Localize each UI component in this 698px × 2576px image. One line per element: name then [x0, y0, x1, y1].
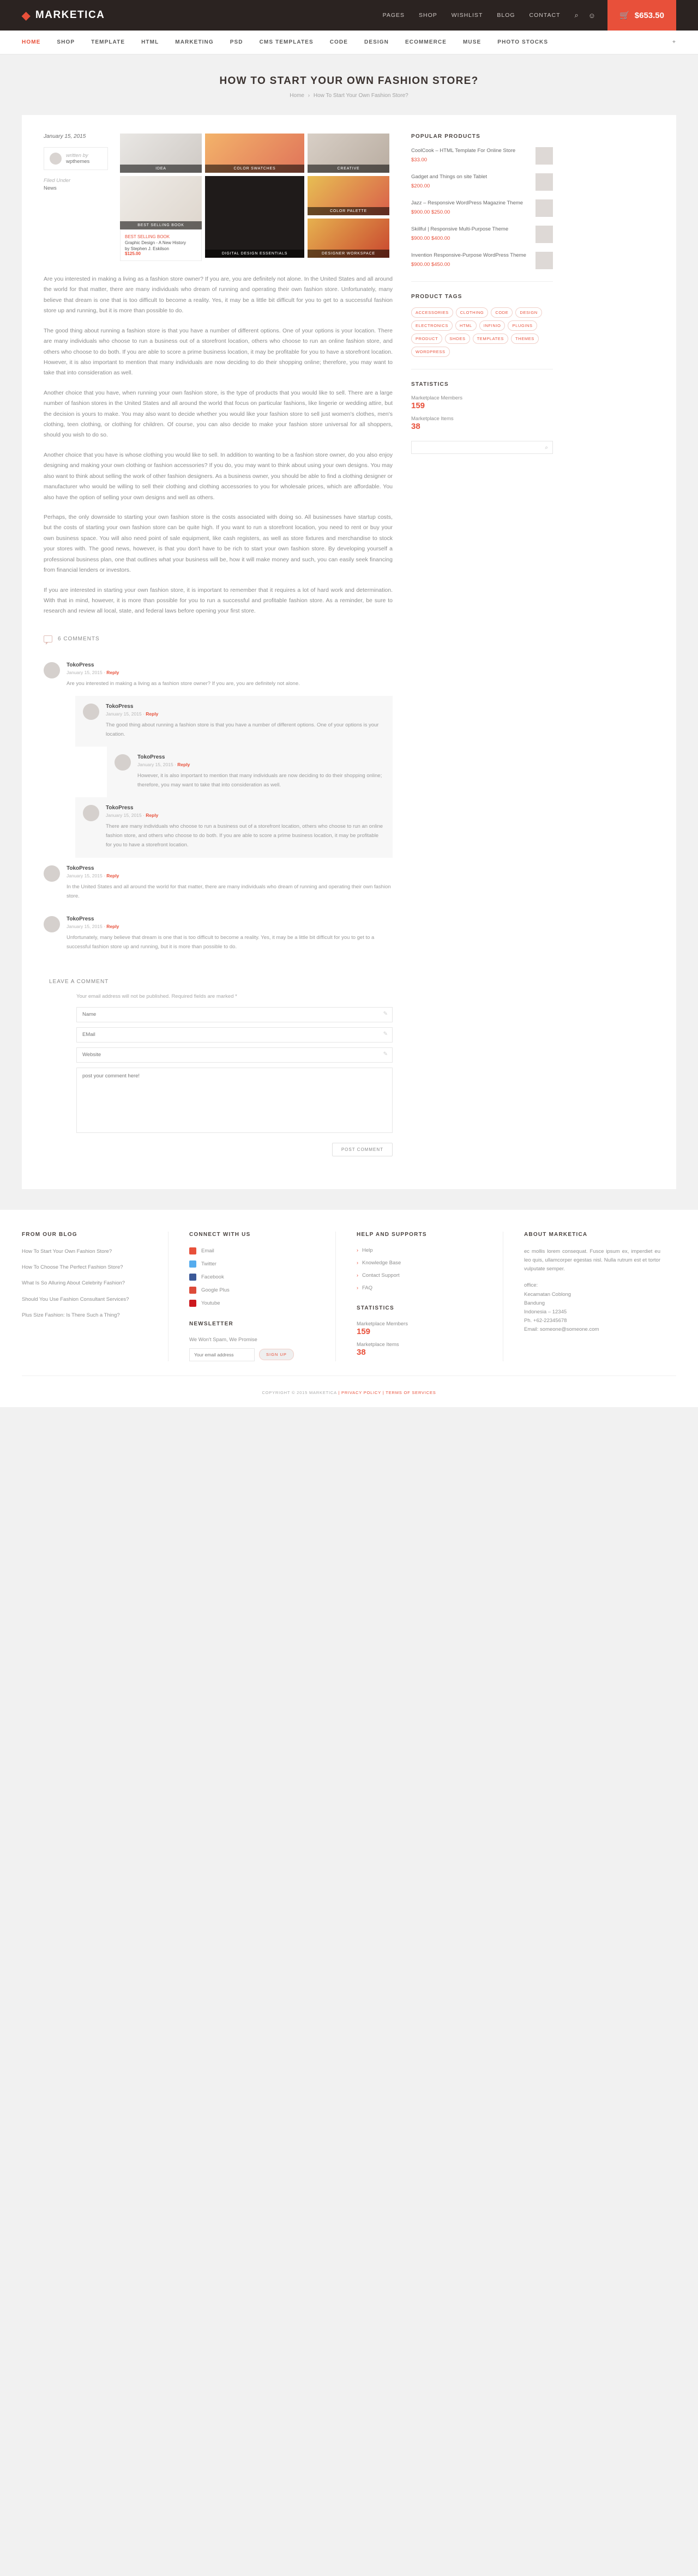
leave-comment-heading — [44, 979, 393, 985]
footer-help-column — [357, 1232, 482, 1361]
product-card-price: $125.00 — [125, 251, 141, 256]
breadcrumb-home[interactable]: Home — [290, 93, 304, 99]
comment-text: In the United States and all around the world for that matter, there are many individuals who dream of running and operating their own fashion store. — [67, 883, 391, 899]
comment-date: January 15, 2015 — [106, 813, 142, 819]
comment-bubble-icon — [44, 635, 52, 643]
search-input[interactable] — [416, 444, 545, 451]
gallery-caption: CREATIVE — [308, 165, 389, 173]
tag-cloud — [411, 307, 553, 357]
comment-date: January 15, 2015 — [137, 762, 173, 768]
help-label: Knowledge Base — [362, 1259, 401, 1266]
page-header — [0, 54, 698, 115]
footer-blog-column — [22, 1232, 147, 1361]
tag-item[interactable]: PLUGINS — [508, 320, 537, 331]
nav-item-ecommerce[interactable]: ECOMMERCE — [405, 39, 447, 45]
address-line: Kecamatan Coblong — [524, 1291, 571, 1298]
comments-heading — [44, 635, 393, 643]
comment-reply-link[interactable]: Reply — [106, 669, 119, 675]
post-paragraph: The good thing about running a fashion store is that you have a number of different options. One of your options is your location. There are many individuals who choose to run a business out of a storefront location, others who choose to run an online fashion store, and others who choose to do both. If you are able to score a prime business location, it may be profitable for you to have a storefront location. However, it is also important to mention that many individuals are now deciding to do their shopping online; therefore, you may want to take that into consideration as well. — [44, 327, 393, 377]
gallery-image-digital[interactable] — [205, 176, 304, 258]
nav-item-marketing[interactable]: MARKETING — [175, 39, 214, 45]
top-link-pages[interactable]: PAGES — [382, 12, 405, 19]
leave-comment-label: LEAVE A COMMENT — [49, 978, 109, 985]
tag-item[interactable]: PRODUCT — [411, 334, 442, 344]
social-link-twitter[interactable] — [189, 1260, 315, 1268]
comment-author[interactable]: TokoPress — [106, 703, 134, 710]
nav-item-muse[interactable]: MUSE — [463, 39, 482, 45]
footer-blog-link[interactable]: How To Choose The Perfect Fashion Store? — [22, 1264, 123, 1271]
nav-item-psd[interactable]: PSD — [230, 39, 243, 45]
comment-item: TokoPress January 15, 2015 · Reply Are you interested in making a living as a fashion store owner? If you are, you are definitely not alone. — [44, 654, 393, 696]
top-bar — [0, 0, 698, 31]
search-icon[interactable]: ⌕ — [574, 11, 579, 19]
tag-item[interactable]: DESIGN — [515, 307, 541, 318]
footer-newsletter-heading: NEWSLETTER — [189, 1320, 233, 1327]
sidebar-product-item[interactable] — [411, 147, 553, 165]
stat-value: 159 — [357, 1326, 371, 1336]
nav-more-button[interactable]: + — [672, 39, 676, 45]
tag-item[interactable]: HTML — [455, 320, 477, 331]
footer-connect-heading: CONNECT WITH US — [189, 1231, 251, 1238]
footer-blog-heading: FROM OUR BLOG — [22, 1231, 77, 1238]
tag-item[interactable]: INFINIO — [479, 320, 506, 331]
google-plus-icon — [189, 1287, 196, 1294]
stat-value: 38 — [357, 1347, 366, 1357]
comment-text: The good thing about running a fashion store is that you have a number of different options. One of your options is your location. — [106, 722, 379, 737]
post-column — [44, 134, 393, 1156]
top-link-contact[interactable]: CONTACT — [529, 12, 561, 19]
comment-author[interactable]: TokoPress — [67, 662, 94, 668]
bullet-icon: › — [357, 1247, 358, 1253]
sidebar-product-item[interactable] — [411, 226, 553, 243]
comments-count: 6 COMMENTS — [58, 635, 100, 642]
stat-value: 38 — [411, 422, 420, 431]
social-link-youtube[interactable] — [189, 1300, 315, 1307]
footer-blog-link[interactable]: Should You Use Fashion Consultant Services? — [22, 1296, 129, 1302]
footer-help-link[interactable] — [357, 1285, 482, 1291]
comment-email-input[interactable] — [76, 1027, 393, 1042]
about-text: ec mollis lorem consequat. Fusce ipsum ex, imperdiet eu leo quis, ullamcorper egestas nisl. Nulla rutrum est et tortor vulputate semper. — [524, 1248, 660, 1272]
post-author[interactable]: wpthemes — [66, 159, 90, 165]
sidebar-product-item[interactable] — [411, 199, 553, 217]
product-card — [120, 229, 202, 261]
address-line: Email: someone@someone.com — [524, 1326, 599, 1333]
logo-mark-icon: ◆ — [22, 9, 31, 22]
product-card-author: by Stephen J. Eskilson — [125, 246, 169, 251]
nav-item-shop[interactable]: SHOP — [57, 39, 75, 45]
main-navigation — [0, 31, 698, 54]
gallery-caption: IDEA — [120, 165, 202, 173]
tag-item[interactable]: WORDPRESS — [411, 347, 450, 357]
comment-item: TokoPress January 15, 2015 · Reply There are many individuals who choose to run a business out of a storefront location, others who choose to run an online fashion store, and others who choose to do both. If you are able to score a prime business location, it may be profitable for you to have a storefront location. — [75, 797, 393, 857]
comment-date: January 15, 2015 — [106, 711, 142, 717]
stat-label: Marketplace Members — [357, 1320, 408, 1327]
product-title: Jazz – Responsive WordPress Magazine Theme — [411, 200, 524, 206]
comment-reply-link[interactable]: Reply — [177, 762, 190, 768]
nav-item-html[interactable]: HTML — [141, 39, 159, 45]
pencil-icon: ✎ — [383, 1010, 388, 1017]
product-price: $900.00 $400.00 — [411, 235, 450, 241]
post-author-box — [44, 147, 108, 170]
comment-item: TokoPress January 15, 2015 · Reply The good thing about running a fashion store is that you have a number of different options. One of your options is your location. — [75, 696, 393, 747]
social-label: Email — [201, 1247, 214, 1254]
social-link-google-plus[interactable] — [189, 1287, 315, 1294]
nav-item-cms-templates[interactable]: CMS TEMPLATES — [259, 39, 314, 45]
post-paragraph: Perhaps, the only downside to starting your own fashion store is the costs associated with doing so. All businesses have startup costs, but the costs of starting your own fashion store can be quite high. If you want to run a storefront location, you need to rent or buy your own business space. You will also need point of sale equipment, like cash registers, as well as store fixtures and merchandise to stock your stores with. The good news, however, is that you don't have to be rich to start your own fashion store. By developing yourself a professional business plan, one that outlines what your business will be, how it will make money and such, you can easily seek financing from financial lenders or investors. — [44, 514, 393, 574]
product-title: CoolCook – HTML Template For Online Store — [411, 148, 516, 154]
post-paragraph: Another choice that you have is whose clothing you would like to sell. In addition to wanting to be a fashion store owner, do you also enjoy designing and making your own clothing or fashion accessories? If you do, you may want to think about using your own designs. You may also want to think about selling the work of other fashion designers. As a business owner, you should be able to find a clothing designer or manufacturer who would be willing to sell their clothing and clothing accessories to you for wholesale prices, which are affordable. You also have the option of selling your own designs and well as others. — [44, 451, 393, 501]
product-thumbnail — [535, 173, 553, 191]
gallery-image-workspace[interactable] — [308, 219, 389, 258]
nav-item-design[interactable]: DESIGN — [364, 39, 389, 45]
product-price: $200.00 — [411, 183, 430, 189]
nav-item-template[interactable]: TEMPLATE — [91, 39, 125, 45]
tag-item[interactable]: SHOES — [445, 334, 470, 344]
avatar — [44, 916, 60, 932]
product-title: Skillful | Responsive Multi-Purpose Theme — [411, 226, 509, 232]
tag-item[interactable]: ACCESSORIES — [411, 307, 453, 318]
avatar — [50, 153, 62, 165]
site-logo[interactable] — [22, 9, 105, 22]
comment-text: There are many individuals who choose to run a business out of a storefront location, others who choose to run an online fashion store, and others who choose to do both. If you are able to score a prime business location, it may be profitable for you to have a storefront location. — [106, 823, 383, 848]
top-icon-group — [575, 11, 596, 20]
divider — [335, 1232, 336, 1361]
product-thumbnail — [535, 252, 553, 269]
gallery-caption: COLOR SWATCHES — [205, 165, 304, 173]
gallery-image-creative[interactable] — [308, 134, 389, 173]
sidebar-product-item[interactable] — [411, 173, 553, 191]
post-paragraph: Are you interested in making a living as a fashion store owner? If you are, you are definitely not alone. In the United States and all around the world for that matter, there are many individuals who dream of running and operating their own fashion store. Unfortunately, many believe that dream is one that is too difficult to become a reality. Yes, it may be a little bit difficult for you to get to a successful fashion store up and running, but it is more than possible to do. — [44, 276, 393, 314]
social-link-email[interactable] — [189, 1247, 315, 1254]
top-link-blog[interactable]: BLOG — [497, 12, 515, 19]
comment-reply-link[interactable]: Reply — [106, 872, 119, 878]
avatar — [115, 754, 131, 771]
address-line: Ph. +62-22345678 — [524, 1317, 567, 1324]
comment-message-input[interactable] — [76, 1068, 393, 1133]
bullet-icon: › — [357, 1260, 358, 1266]
sidebar-popular-heading: POPULAR PRODUCTS — [411, 134, 480, 140]
footer-help-heading: HELP AND SUPPORTS — [357, 1231, 427, 1238]
comment-date: January 15, 2015 — [67, 923, 103, 929]
user-icon[interactable]: ☺ — [588, 11, 596, 20]
search-icon[interactable]: ⌕ — [545, 444, 548, 451]
stat-label: Marketplace Items — [411, 416, 454, 422]
breadcrumb-current: How To Start Your Own Fashion Store? — [313, 93, 408, 99]
tag-item[interactable]: THEMES — [511, 334, 539, 344]
page-title: HOW TO START YOUR OWN FASHION STORE? — [219, 75, 479, 87]
footer-stats-heading: STATISTICS — [357, 1305, 394, 1311]
logo-text: MARKETICA — [35, 9, 105, 21]
post-meta — [44, 134, 108, 261]
product-card-kicker: BEST SELLING BOOK — [125, 234, 170, 239]
product-price: $900.00 $450.00 — [411, 261, 450, 268]
footer-help-link[interactable] — [357, 1247, 482, 1253]
sidebar-search[interactable] — [411, 441, 553, 454]
help-label: Help — [362, 1247, 373, 1253]
post-paragraph: Another choice that you have, when running your own fashion store, is the type of products that you would like to sell. There are a large number of fashion stores in the United States and all around the world that focus on particular fashions, like lingerie or wedding attire, but the decision is yours to make. You may also want to decide whether you would like your fashion store to sell just women's clothes, men's clothing, teen clothing, or clothing for children. Of course, you can also decide to make your fashion store universal for all shoppers, should you wish to do so. — [44, 389, 393, 439]
copyright-bar: COPYRIGHT © 2015 MARKETICA | PRIVACY POLICY | TERMS OF SERVICES — [22, 1375, 676, 1407]
sidebar-stats-heading: STATISTICS — [411, 381, 449, 387]
comment-author[interactable]: TokoPress — [67, 916, 94, 922]
address-line: Indonesia – 12345 — [524, 1308, 567, 1315]
tag-item[interactable]: CODE — [491, 307, 513, 318]
product-price: $33.00 — [411, 156, 428, 163]
breadcrumb-separator: › — [308, 93, 310, 99]
comment-text: However, it is also important to mention that many individuals are now deciding to do their shopping online; therefore, you may want to take that into consideration as well. — [137, 773, 382, 789]
post-date: January 15, 2015 — [44, 134, 86, 140]
footer-blog-link[interactable]: How To Start Your Own Fashion Store? — [22, 1248, 112, 1254]
breadcrumb — [0, 93, 698, 99]
comment-author[interactable]: TokoPress — [67, 865, 94, 871]
pencil-icon: ✎ — [383, 1051, 388, 1057]
sidebar-tags-heading: PRODUCT TAGS — [411, 294, 462, 300]
product-title: Gadget and Things on site Tablet — [411, 174, 488, 180]
gallery-product-card[interactable] — [120, 176, 202, 261]
nav-item-photo-stocks[interactable]: PHOTO STOCKS — [497, 39, 549, 45]
newsletter-note: We Won't Spam, We Promise — [189, 1336, 257, 1343]
privacy-policy-link[interactable]: PRIVACY POLICY — [341, 1390, 381, 1395]
comment-reply-link[interactable]: Reply — [146, 711, 159, 717]
product-card-title: Graphic Design - A New History — [125, 240, 186, 245]
social-label: Facebook — [201, 1274, 224, 1280]
help-label: FAQ — [362, 1284, 373, 1291]
help-label: Contact Support — [362, 1272, 400, 1278]
social-label: Twitter — [201, 1260, 216, 1267]
filed-under-label: Filed Under — [44, 178, 71, 184]
gallery-image-palette[interactable] — [308, 176, 389, 215]
gallery-image-idea[interactable] — [120, 134, 202, 173]
bullet-icon: › — [357, 1272, 358, 1278]
twitter-icon — [189, 1260, 196, 1268]
tag-item[interactable]: ELECTRONICS — [411, 320, 453, 331]
tag-item[interactable]: TEMPLATES — [473, 334, 508, 344]
footer-blog-link[interactable]: What Is So Alluring About Celebrity Fashion? — [22, 1280, 125, 1287]
nav-item-home[interactable]: HOME — [22, 39, 41, 45]
stat-value: 159 — [411, 401, 425, 410]
comment-author[interactable]: TokoPress — [137, 754, 165, 761]
gallery-image-book — [120, 176, 202, 229]
comment-form-note: Your email address will not be published. Required fields are marked * — [76, 993, 237, 999]
written-by-label: written by — [66, 153, 88, 159]
gallery-image-swatch[interactable] — [205, 134, 304, 173]
gallery-caption: DESIGNER WORKSPACE — [308, 250, 389, 258]
top-link-wishlist[interactable]: WISHLIST — [451, 12, 483, 19]
stat-label: Marketplace Items — [357, 1341, 399, 1348]
product-title: Invention Responsive-Purpose WordPress Theme — [411, 252, 526, 258]
avatar — [44, 662, 60, 678]
gallery-caption: DIGITAL DESIGN ESSENTIALS — [205, 250, 304, 258]
divider — [411, 281, 553, 282]
avatar — [44, 865, 60, 882]
post-category[interactable]: News — [44, 185, 57, 191]
divider — [168, 1232, 169, 1361]
social-link-facebook[interactable] — [189, 1274, 315, 1281]
cart-icon: 🛒 — [619, 11, 630, 20]
stat-label: Marketplace Members — [411, 395, 462, 401]
footer-about-column — [524, 1232, 660, 1361]
footer-help-link[interactable] — [357, 1272, 482, 1278]
product-thumbnail — [535, 226, 553, 243]
top-utility-links — [383, 12, 561, 19]
comment-author[interactable]: TokoPress — [106, 805, 134, 811]
comment-date: January 15, 2015 — [67, 669, 103, 675]
post-comment-button[interactable]: POST COMMENT — [332, 1143, 393, 1156]
post-paragraph: If you are interested in starting your own fashion store, it is important to remember that it requires a lot of hard work and determination. With that in mind, however, it is more than possible for you to run a successful and profitable fashion store. As a reminder, be sure to research and review all local, state, and federal laws before opening your first store. — [44, 586, 393, 615]
footer-connect-column — [189, 1232, 315, 1361]
comment-name-input[interactable] — [76, 1007, 393, 1022]
email-icon — [189, 1247, 196, 1254]
product-thumbnail — [535, 199, 553, 217]
avatar — [83, 704, 99, 720]
bullet-icon: › — [357, 1285, 358, 1291]
comment-website-input[interactable] — [76, 1047, 393, 1063]
post-body — [44, 274, 393, 617]
cart-button[interactable] — [607, 0, 676, 31]
footer-blog-link[interactable]: Plus Size Fashion: Is There Such a Thing? — [22, 1312, 120, 1318]
site-footer — [0, 1210, 698, 1407]
comment-reply-link[interactable]: Reply — [146, 813, 159, 819]
newsletter-email-input[interactable] — [189, 1348, 255, 1361]
footer-help-link[interactable] — [357, 1260, 482, 1266]
address-line: Bandung — [524, 1300, 545, 1306]
sidebar-product-item[interactable] — [411, 252, 553, 269]
comment-item: TokoPress January 15, 2015 · Reply However, it is also important to mention that many individuals are now deciding to do their shopping online; therefore, you may want to take that into consideration as well. — [107, 747, 393, 797]
top-link-shop[interactable]: SHOP — [419, 12, 437, 19]
nav-item-code[interactable]: CODE — [329, 39, 348, 45]
social-label: Google Plus — [201, 1287, 230, 1293]
newsletter-signup-button[interactable]: SIGN UP — [259, 1349, 294, 1360]
sidebar — [411, 134, 553, 1156]
avatar — [83, 805, 99, 821]
product-price: $900.00 $250.00 — [411, 209, 450, 215]
post-gallery — [120, 134, 393, 261]
gallery-caption: BEST SELLING BOOK — [120, 221, 202, 229]
comment-item: TokoPress January 15, 2015 · Reply Unfortunately, many believe that dream is one that is too difficult to become a reality. Yes, it may be a little bit difficult for you to get to a successful fashion store up and running, but it is more than possible to do. — [44, 908, 393, 959]
comment-date: January 15, 2015 — [67, 872, 103, 878]
cart-total: $653.50 — [634, 10, 664, 20]
pencil-icon: ✎ — [383, 1031, 388, 1037]
footer-about-heading: ABOUT MARKETICA — [524, 1231, 588, 1238]
youtube-icon — [189, 1300, 196, 1307]
comment-reply-link[interactable]: Reply — [106, 923, 119, 929]
tag-item[interactable]: CLOTHING — [456, 307, 489, 318]
social-label: Youtube — [201, 1300, 220, 1306]
address-line: office: — [524, 1282, 538, 1289]
gallery-caption: COLOR PALETTE — [308, 207, 389, 215]
comment-text: Are you interested in making a living as a fashion store owner? If you are, you are definitely not alone. — [67, 680, 300, 687]
facebook-icon — [189, 1274, 196, 1281]
comment-text: Unfortunately, many believe that dream is one that is too difficult to become a reality. Yes, it may be a little bit difficult for you to get to a successful fashion store up and running, but it is more than possible to do. — [67, 934, 375, 950]
product-thumbnail — [535, 147, 553, 165]
terms-of-services-link[interactable]: TERMS OF SERVICES — [386, 1390, 436, 1395]
comment-item: TokoPress January 15, 2015 · Reply In the United States and all around the world for that matter, there are many individuals who dream of running and operating their own fashion store. — [44, 858, 393, 908]
content-shell — [22, 115, 676, 1189]
copyright-text: COPYRIGHT © 2015 MARKETICA — [262, 1390, 337, 1395]
